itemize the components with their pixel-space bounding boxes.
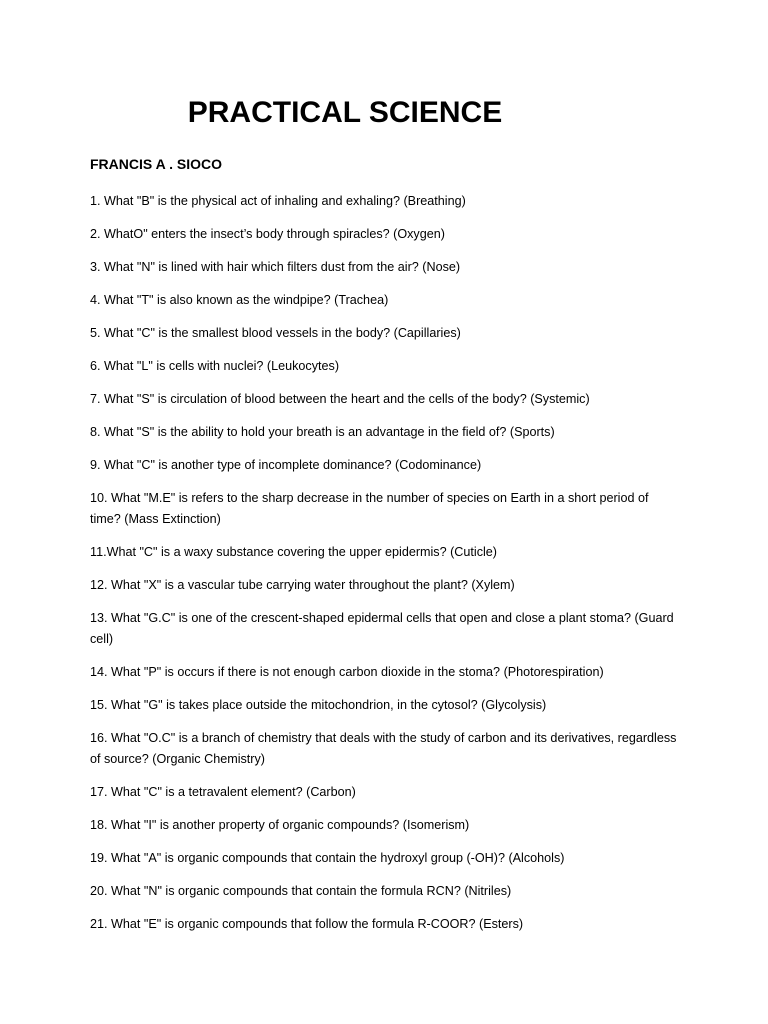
question-item: 5. What "C" is the smallest blood vessels in the body? (Capillaries) [90, 326, 461, 340]
question-item: 16. What "O.C" is a branch of chemistry that deals with the study of carbon and its derivatives, regardless of source? (Organic Chemistry) [90, 731, 677, 766]
question-item: 18. What "I" is another property of organic compounds? (Isomerism) [90, 818, 470, 832]
question-item: 8. What "S" is the ability to hold your breath is an advantage in the field of? (Sports) [90, 425, 555, 439]
question-item: 13. What "G.C" is one of the crescent-shaped epidermal cells that open and close a plant stoma? (Guard cell) [90, 611, 674, 646]
page-title: PRACTICAL SCIENCE [187, 96, 503, 129]
question-item: 7. What "S" is circulation of blood between the heart and the cells of the body? (Systemic) [90, 392, 590, 406]
question-item: 1. What "B" is the physical act of inhaling and exhaling? (Breathing) [90, 194, 466, 208]
question-item: 15. What "G" is takes place outside the mitochondrion, in the cytosol? (Glycolysis) [90, 698, 547, 712]
question-item: 3. What "N" is lined with hair which filters dust from the air? (Nose) [90, 260, 461, 274]
question-item: 19. What "A" is organic compounds that contain the hydroxyl group (-OH)? (Alcohols) [90, 851, 565, 865]
question-item: 21. What "E" is organic compounds that follow the formula R-COOR? (Esters) [90, 917, 524, 931]
question-item: 10. What "M.E" is refers to the sharp decrease in the number of species on Earth in a short period of time? (Mass Extinction) [90, 491, 649, 526]
question-item: 14. What "P" is occurs if there is not enough carbon dioxide in the stoma? (Photorespiration) [90, 665, 604, 679]
question-item: 4. What "T" is also known as the windpipe? (Trachea) [90, 293, 389, 307]
question-list [90, 191, 680, 947]
question-item: 12. What "X" is a vascular tube carrying water throughout the plant? (Xylem) [90, 578, 515, 592]
question-item: 11.What "C" is a waxy substance covering the upper epidermis? (Cuticle) [90, 545, 497, 559]
author-name: FRANCIS A . SIOCO [90, 156, 222, 172]
question-item: 6. What "L" is cells with nuclei? (Leukocytes) [90, 359, 340, 373]
question-item: 20. What "N" is organic compounds that contain the formula RCN? (Nitriles) [90, 884, 512, 898]
question-item: 17. What "C" is a tetravalent element? (Carbon) [90, 785, 356, 799]
question-item: 9. What "C" is another type of incomplete dominance? (Codominance) [90, 458, 482, 472]
question-item: 2. WhatO" enters the insect’s body through spiracles? (Oxygen) [90, 227, 445, 241]
